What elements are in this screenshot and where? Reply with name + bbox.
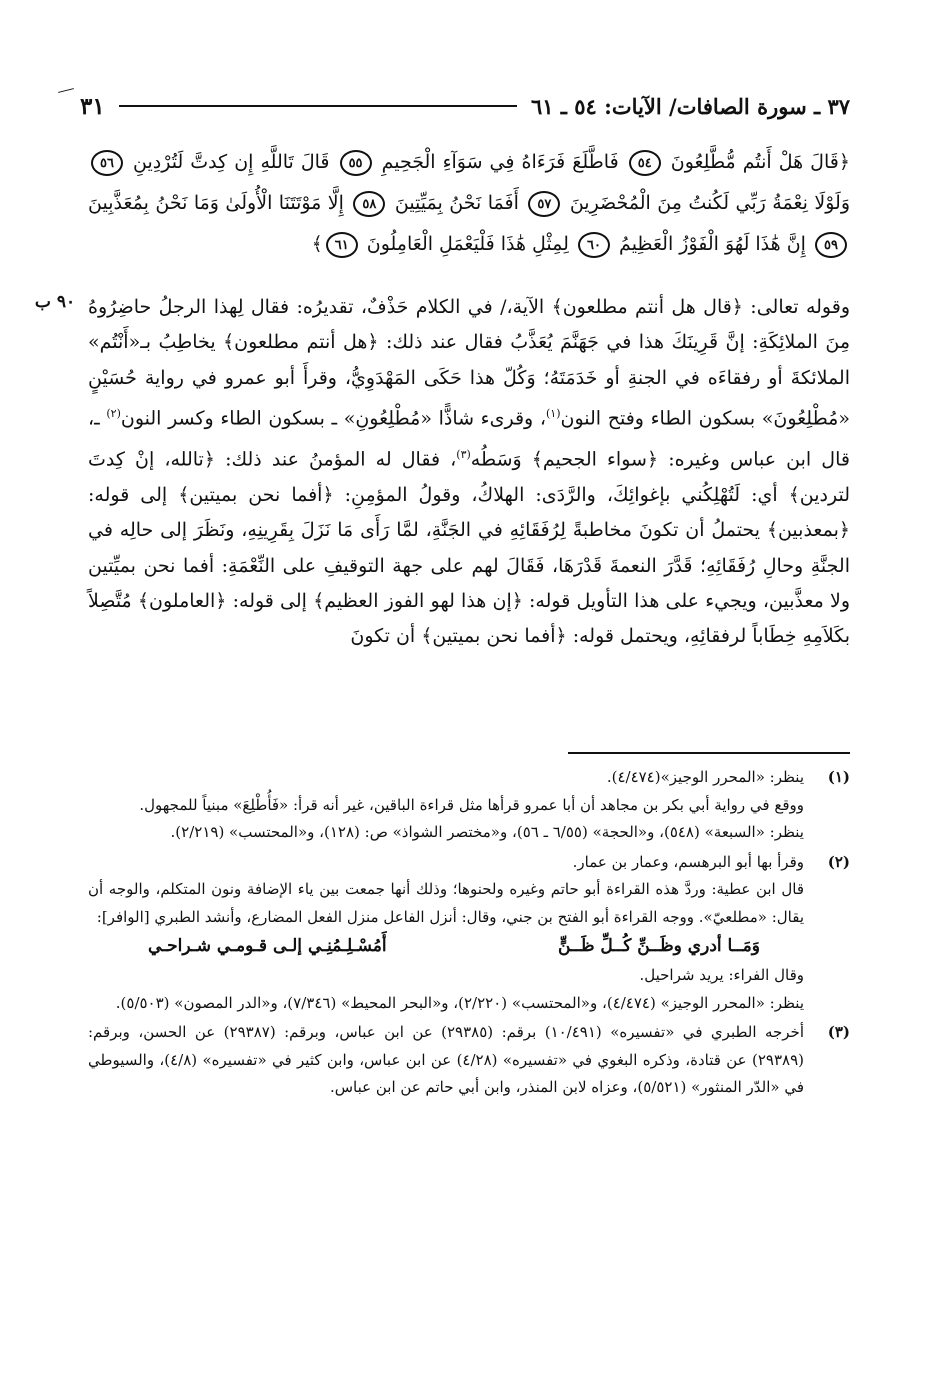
manuscript-folio-note: ٩٠ ب xyxy=(34,292,76,312)
footnote-1 xyxy=(88,764,850,847)
header-title: ٣٧ ـ سورة الصافات/ الآيات: ٥٤ ـ ٦١ xyxy=(530,93,850,119)
verse-54-text: قَالَ هَلْ أَنتُم مُّطَّلِعُونَ xyxy=(670,151,839,173)
poetry-hemistich-first: وَمَــا أدري وظَــنِّ كُــلِّ ظَــنٍّ xyxy=(558,936,760,956)
footnote-ref-3[interactable]: (٣) xyxy=(456,447,471,461)
commentary-body xyxy=(88,290,850,655)
footnote-line: ينظر: «السبعة» (٥٤٨)، و«الحجة» (٦/٥٥ ـ ٥٦)، و«مختصر الشواذ» ص: (١٢٨)، و«المحتسب» (٢/٢١٩). xyxy=(170,823,804,841)
footnote-separator xyxy=(568,752,850,754)
page-number: ٣١ xyxy=(80,92,105,120)
header-rule xyxy=(119,105,517,107)
verse-56-text: قَالَ تَاللَّهِ إِن كِدتَّ لَتُرْدِينِ xyxy=(133,151,330,173)
footnote-3 xyxy=(88,1019,850,1102)
footnote-ref-1[interactable]: (١) xyxy=(545,407,561,421)
footnote-number: (٢) xyxy=(827,852,850,871)
verse-57-text: وَلَوْلَا نِعْمَةُ رَبِّي لَكُنتُ مِنَ الْمُحْضَرِينَ xyxy=(569,192,850,214)
footnote-line: قال ابن عطية: وردَّ هذه القراءة أبو حاتم وغيره ولحنوها؛ وذلك أنها جمعت بين ياء الإضافة ونون المتكلم، والوجه أن يقال: «مطلعيّ». ووجه القراءة أبو الفتح بن جني، وقال: أنزل الفاعل منزل الفعل المضارع، وأنشد الطبري [الوافر]: xyxy=(88,880,804,926)
verse-number-61: ٦١ xyxy=(326,232,358,258)
commentary-text-part-3: ـ، قال ابن عباس وغيره: ﴿سواء الجحيم﴾ وَسَطُه xyxy=(88,407,850,471)
footnotes xyxy=(88,764,850,1104)
footnote-line: ينظر: «المحرر الوجيز»(٤/٤٧٤). xyxy=(606,768,804,786)
commentary-text-part-2: ، وقرىء شاذًّا «مُطْلِعُونِ» ـ بسكون الطاء وكسر النون xyxy=(120,407,546,430)
header-tick-mark xyxy=(58,88,74,93)
running-header xyxy=(80,86,850,126)
footnote-text xyxy=(88,1019,804,1102)
verse-number-57: ٥٧ xyxy=(528,191,560,217)
verse-58-text: أَفَمَا نَحْنُ بِمَيِّتِينَ xyxy=(394,192,519,214)
footnote-line: وقال الفراء: يريد شراحيل. xyxy=(639,966,804,984)
footnote-text xyxy=(88,849,804,1018)
commentary-paragraph xyxy=(88,290,850,655)
footnote-line: وقرأ بها أبو البرهسم، وعمار بن عمار. xyxy=(572,852,804,871)
footnote-number: (١) xyxy=(827,768,850,786)
verse-number-55: ٥٥ xyxy=(340,150,372,176)
verse-59-text: إِلَّا مَوْتَتَنَا الْأُولَىٰ وَمَا نَحْنُ بِمُعَذَّبِينَ xyxy=(88,192,344,214)
verse-60-text: إِنَّ هَٰذَا لَهُوَ الْفَوْزُ الْعَظِيمُ xyxy=(619,233,806,255)
verse-number-58: ٥٨ xyxy=(353,191,385,217)
commentary-text-part-1: وقوله تعالى: ﴿قال هل أنتم مطلعون﴾ الآية،/ في الكلام حَذْفٌ، تقديرُه: فقال لِهذا الرجلُ حاضِرُوهُ مِنَ الملائِكَةِ: إنَّ قَرِينَكَ هذا في جَهَنَّمَ يُعَذَّبُ فقال عند ذلك: ﴿هل أنتم مطلعون﴾ يخاطِبُ بـ«أَنْتُم» الملائكةَ أو رفقاءَه في الجنةِ أو خَدَمَتَهُ؛ وَكُلّ هذا حَكَى المَهْدَوِيُّ، وقرأَ أبو عمرو في رواية حُسَيْنٍ «مُطْلِعُونَ» بسكون الطاء وفتح النون xyxy=(88,296,850,430)
verse-number-60: ٦٠ xyxy=(578,232,610,258)
verse-number-56: ٥٦ xyxy=(91,150,123,176)
footnote-line: ينظر: «المحرر الوجيز» (٤/٤٧٤)، و«المحتسب» (٢/٢٢٠)، و«البحر المحيط» (٧/٣٤٦)، و«الدر المصون» (٥/٥٠٣). xyxy=(115,993,804,1012)
verse-number-54: ٥٤ xyxy=(629,150,661,176)
footnote-2 xyxy=(88,849,850,1018)
poetry-verse xyxy=(88,931,804,962)
footnote-ref-2[interactable]: (٢) xyxy=(106,407,121,421)
verse-61-text: لِمِثْلِ هَٰذَا فَلْيَعْمَلِ الْعَامِلُونَ xyxy=(366,233,569,255)
verse-55-text: فَاطَّلَعَ فَرَءَاهُ فِي سَوَآءِ الْجَحِيمِ xyxy=(381,151,619,173)
footnote-text xyxy=(88,764,804,847)
verse-number-59: ٥٩ xyxy=(815,232,847,258)
verse-open-bracket: ﴿ xyxy=(838,151,850,173)
footnote-number: (٣) xyxy=(827,1023,850,1041)
verse-close-bracket: ﴾ xyxy=(311,233,323,255)
poetry-hemistich-second: أَمُسْـلِـمُنِـي إلـى قـومـي شـراحـي xyxy=(148,936,387,956)
quran-verses-block xyxy=(88,142,850,265)
footnote-line: ووقع في رواية أبي بكر بن مجاهد أن أبا عمرو قرأها مثل قراءة الباقين، غير أنه قرأ: «فَأُطْلِعَ» مبنياً للمجهول. xyxy=(139,795,804,814)
commentary-text-part-4: ، فقال له المؤمنُ عند ذلك: ﴿تالله، إنْ كِدتَ لتردين﴾ أي: لَتُهْلِكُني بإغوائِكَ، والرَّدَى: الهلاكُ، وقولُ المؤمِنِ: ﴿أفما نحن بميتين﴾ إلى قوله: ﴿بمعذبين﴾ يحتملُ أن تكونَ مخاطبةً لِرُفَقَائِهِ في الجَنَّةِ، لمَّا رَأَى مَا نَزَلَ بِقَرِينِهِ، ونَظَرَ إلى حالِه في الجنَّةِ وحالِ رُفَقَائِهِ؛ قَدَّرَ النعمةَ قَدْرَهَا، فَقَالَ لهم على جهة التوقيفِ على النِّعْمَةِ: أفما نحن بميِّتين ولا معذَّبين، ويجيء على هذا التأويل قوله: ﴿إن هذا لهو الفوز العظيم﴾ إلى قوله: ﴿العاملون﴾ مُتَّصِلاً بكَلاَمِهِ خِطَاباً لرفقائِهِ، ويحتمل قوله: ﴿أفما نحن بميتين﴾ أن تكونَ xyxy=(88,448,850,648)
footnote-line: أخرجه الطبري في «تفسيره» (١٠/٤٩١) برقم: (٢٩٣٨٥) عن ابن عباس، وبرقم: (٢٩٣٨٧) عن الحسن، وبرقم: (٢٩٣٨٩) عن قتادة، وذكره البغوي في «تفسيره» (٤/٢٨) عن ابن عباس، وابن كثير في «تفسيره» (٤/٨)، والسيوطي في «الدّر المنثور» (٥/٥٢١)، وعزاه لابن المنذر، وابن أبي حاتم عن ابن عباس. xyxy=(88,1023,804,1096)
